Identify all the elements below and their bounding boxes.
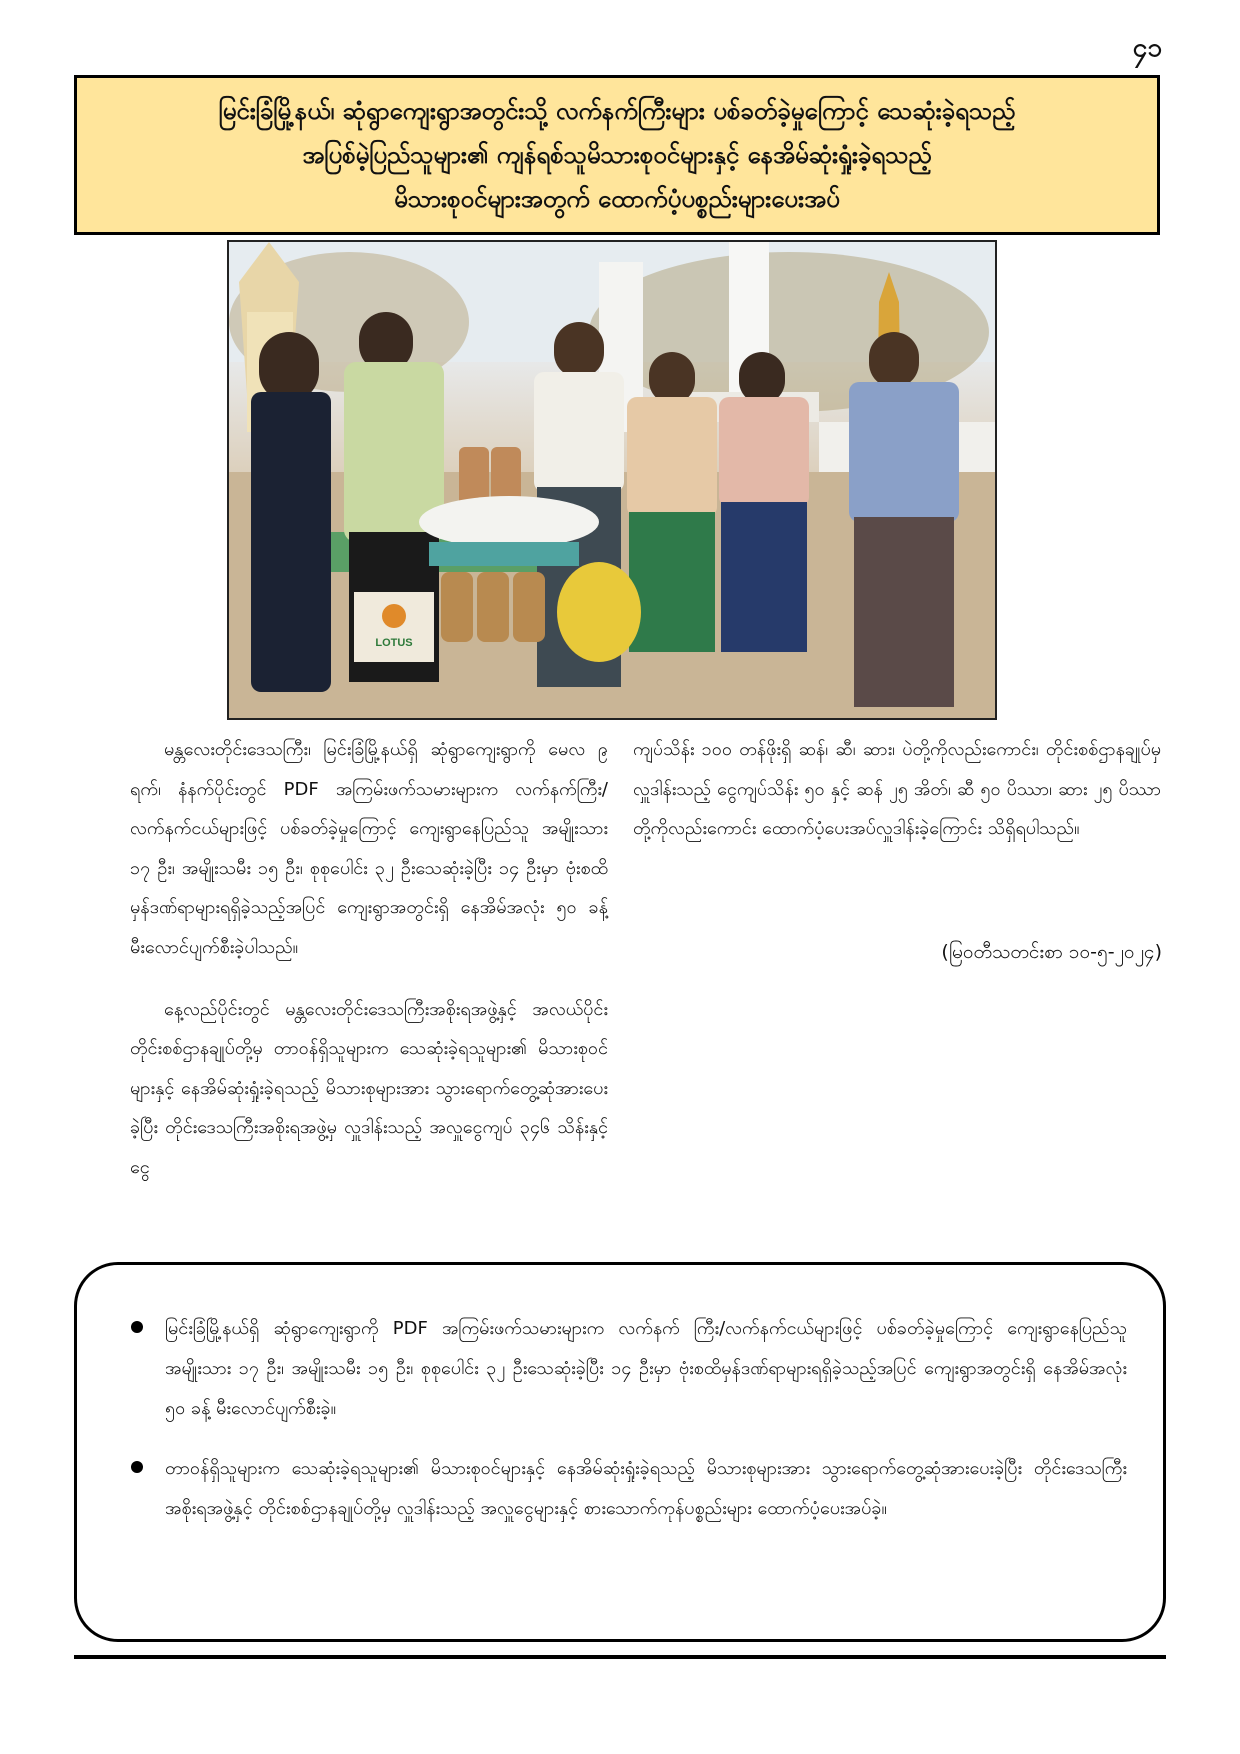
news-photo [227,240,997,720]
article-right-column [633,730,1161,849]
summary-box [74,1262,1166,1642]
article-paragraph-2: နေ့လည်ပိုင်းတွင် မန္တလေးတိုင်းဒေသကြီးအစိုးရအဖွဲ့နှင့် အလယ်ပိုင်းတိုင်းစစ်ဌာနချုပ်တို့မှ တာဝန်ရှိသူများက သေဆုံးခဲ့ရသူများ၏ မိသားစုဝင်များနှင့် နေအိမ်ဆုံးရှုံးခဲ့ရသည့် မိသားစုများအား သွားရောက်တွေ့ဆုံအားပေးခဲ့ပြီး တိုင်းဒေသကြီးအစိုးရအဖွဲ့မှ လှူဒါန်းသည့် အလှူငွေကျပ် ၃၄၆ သိန်းနှင့် ငွေ [130,998,608,1178]
headline-line-2: အပြစ်မဲ့ပြည်သူများ၏ ကျန်ရစ်သူမိသားစုဝင်များနှင့် နေအိမ်ဆုံးရှုံးခဲ့ရသည့် [302,141,932,169]
summary-bullet-text-2: တာဝန်ရှိသူများက သေဆုံးခဲ့ရသူများ၏ မိသားစုဝင်များနှင့် နေအိမ်ဆုံးရှုံးခဲ့ရသည့် မိသားစုများအား သွားရောက်တွေ့ဆုံအားပေးခဲ့ပြီး တိုင်းဒေသကြီးအစိုးရအဖွဲ့နှင့် တိုင်းစစ်ဌာနချုပ်တို့မှ လှူဒါန်းသည့် အလှူငွေများနှင့် စားသောက်ကုန်ပစ္စည်းများ ထောက်ပံ့ပေးအပ်ခဲ့။ [165,1458,1127,1519]
page-number: ၄၁ [1132,33,1162,63]
headline-line-1: မြင်းခြံမြို့နယ်၊ ဆုံရွာကျေးရွာအတွင်းသို့ လက်နက်ကြီးများ ပစ်ခတ်ခဲ့မှုကြောင့် သေဆုံးခဲ့ရသည့် [218,97,1016,125]
article-source: (မြဝတီသတင်းစာ ၁၀-၅-၂၀၂၄) [941,941,1162,963]
headline-line-3: မိသားစုဝင်များအတွက် ထောက်ပံ့ပစ္စည်းများပေးအပ် [394,185,840,213]
lotus-box-label: LOTUS [375,637,413,649]
bullet-dot-icon [131,1461,143,1473]
bottom-divider [74,1655,1166,1659]
headline-box [74,75,1160,235]
summary-bullet-text-1: မြင်းခြံမြို့နယ်ရှိ ဆုံရွာကျေးရွာကို PDF အကြမ်းဖက်သမားများက လက်နက် ကြီး/လက်နက်ငယ်များဖြင့် ပစ်ခတ်ခဲ့မှုကြောင့် ကျေးရွာနေပြည်သူ အမျိုးသား ၁၇ ဦး၊ အမျိုးသမီး ၁၅ ဦး၊ စုစုပေါင်း ၃၂ ဦးသေဆုံးခဲ့ပြီး ၁၄ ဦးမှာ ဗုံးစထိမှန်ဒဏ်ရာများရရှိခဲ့သည့်အပြင် ကျေးရွာအတွင်းရှိ နေအိမ်အလုံး ၅၀ ခန့် မီးလောင်ပျက်စီးခဲ့။ [165,1318,1127,1419]
summary-bullet-1 [127,1309,1127,1429]
article-left-column [130,730,608,1188]
article-paragraph-3: ကျပ်သိန်း ၁၀၀ တန်ဖိုးရှိ ဆန်၊ ဆီ၊ ဆား၊ ပဲတို့ကိုလည်းကောင်း၊ တိုင်းစစ်ဌာနချုပ်မှ လှူဒါန်းသည့် ငွေကျပ်သိန်း ၅၀ နှင့် ဆန် ၂၅ အိတ်၊ ဆီ ၅၀ ပိဿာ၊ ဆား ၂၅ ပိဿာတို့ကိုလည်းကောင်း ထောက်ပံ့ပေးအပ်လှူဒါန်းခဲ့ကြောင်း သိရှိရပါသည်။ [633,739,1161,840]
bullet-dot-icon [131,1321,143,1333]
summary-bullet-2 [127,1449,1127,1529]
article-paragraph-1: မန္တလေးတိုင်းဒေသကြီး၊ မြင်းခြံမြို့နယ်ရှိ ဆုံရွာကျေးရွာကို မေလ ၉ ရက်၊ နံနက်ပိုင်းတွင် PDF အကြမ်းဖက်သမားများက လက်နက်ကြီး/လက်နက်ငယ်များဖြင့် ပစ်ခတ်ခဲ့မှုကြောင့် ကျေးရွာနေပြည်သူ အမျိုးသား ၁၇ ဦး၊ အမျိုးသမီး ၁၅ ဦး၊ စုစုပေါင်း ၃၂ ဦးသေဆုံးခဲ့ပြီး ၁၄ ဦးမှာ ဗုံးစထိမှန်ဒဏ်ရာများရရှိခဲ့သည့်အပြင် ကျေးရွာအတွင်းရှိ နေအိမ်အလုံး ၅၀ ခန့် မီးလောင်ပျက်စီးခဲ့ပါသည်။ [130,739,608,958]
